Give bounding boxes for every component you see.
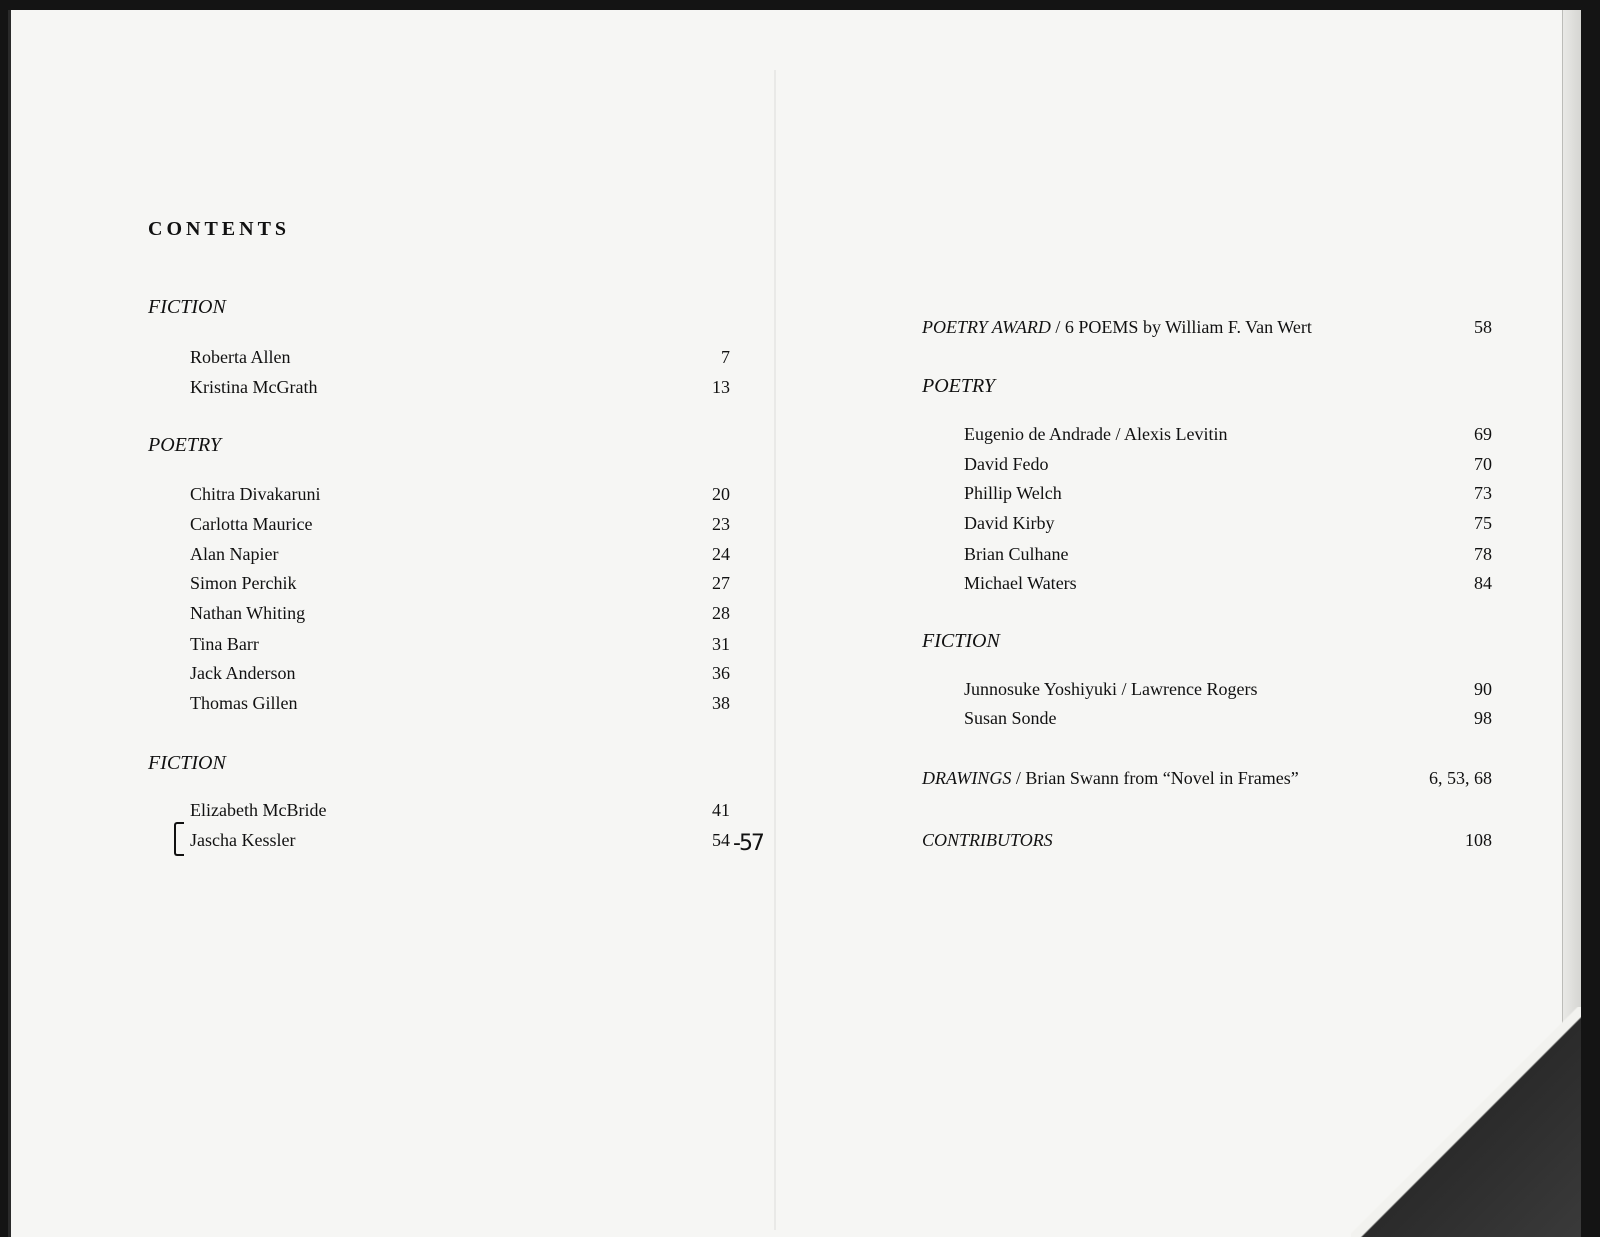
contents-title: CONTENTS <box>148 218 291 240</box>
section-heading: FICTION <box>148 296 226 318</box>
contributors-label: CONTRIBUTORS <box>922 830 1053 850</box>
drawings-label: DRAWINGS <box>922 768 1012 788</box>
entry-author: David Fedo <box>964 454 1049 474</box>
entry-page: 36 <box>712 663 730 683</box>
section-heading: FICTION <box>922 630 1000 652</box>
entry-page: 20 <box>712 484 730 504</box>
entry-author: Tina Barr <box>190 634 259 654</box>
entry-page: 98 <box>1474 708 1492 728</box>
entry-author: Roberta Allen <box>190 347 291 367</box>
entry-author: Jascha Kessler <box>190 830 296 850</box>
entry-page: 90 <box>1474 679 1492 699</box>
entry-title <box>922 767 1299 789</box>
entry-page: 6, 53, 68 <box>1429 768 1492 788</box>
entry-page: 24 <box>712 544 730 564</box>
entry-author: Chitra Divakaruni <box>190 484 321 504</box>
section-heading: FICTION <box>148 752 226 774</box>
handwritten-bracket <box>174 822 184 856</box>
entry-author: Elizabeth McBride <box>190 800 327 820</box>
entry-page: 78 <box>1474 544 1492 564</box>
entry-author: Jack Anderson <box>190 663 296 683</box>
entry-author: Carlotta Maurice <box>190 514 313 534</box>
entry-page: 7 <box>721 347 730 367</box>
folded-corner-edge <box>1351 1007 1581 1237</box>
poetry-award-label: POETRY AWARD <box>922 317 1051 337</box>
entry-page: 54 <box>712 830 730 850</box>
entry-page: 108 <box>1465 830 1492 850</box>
entry-page: 13 <box>712 377 730 397</box>
entry-author: Junnosuke Yoshiyuki / Lawrence Rogers <box>964 679 1258 699</box>
entry-page: 38 <box>712 693 730 713</box>
poetry-award-detail: / 6 POEMS by William F. Van Wert <box>1050 317 1312 337</box>
entry-author: Simon Perchik <box>190 573 297 593</box>
entry-author: Michael Waters <box>964 573 1077 593</box>
drawings-detail: / Brian Swann from “Novel in Frames” <box>1011 768 1299 788</box>
entry-page: 70 <box>1474 454 1492 474</box>
entry-page: 69 <box>1474 424 1492 444</box>
book-gutter <box>774 70 776 1230</box>
entry-page: 23 <box>712 514 730 534</box>
entry-page: 27 <box>712 573 730 593</box>
entry-page: 73 <box>1474 483 1492 503</box>
entry-author: Brian Culhane <box>964 544 1069 564</box>
entry-title <box>922 316 1312 338</box>
entry-author: Alan Napier <box>190 544 279 564</box>
section-heading: POETRY <box>922 375 995 397</box>
entry-page: 58 <box>1474 317 1492 337</box>
entry-author: Susan Sonde <box>964 708 1057 728</box>
entry-author: David Kirby <box>964 513 1055 533</box>
entry-page: 31 <box>712 634 730 654</box>
entry-author: Thomas Gillen <box>190 693 298 713</box>
entry-page: 84 <box>1474 573 1492 593</box>
entry-author: Nathan Whiting <box>190 603 306 623</box>
entry-author: Phillip Welch <box>964 483 1062 503</box>
entry-page: 28 <box>712 603 730 623</box>
entry-page: 41 <box>712 800 730 820</box>
entry-author: Eugenio de Andrade / Alexis Levitin <box>964 424 1228 444</box>
entry-page: 75 <box>1474 513 1492 533</box>
entry-author: Kristina McGrath <box>190 377 318 397</box>
section-heading: POETRY <box>148 434 221 456</box>
handwritten-annotation: -57 <box>733 831 763 856</box>
